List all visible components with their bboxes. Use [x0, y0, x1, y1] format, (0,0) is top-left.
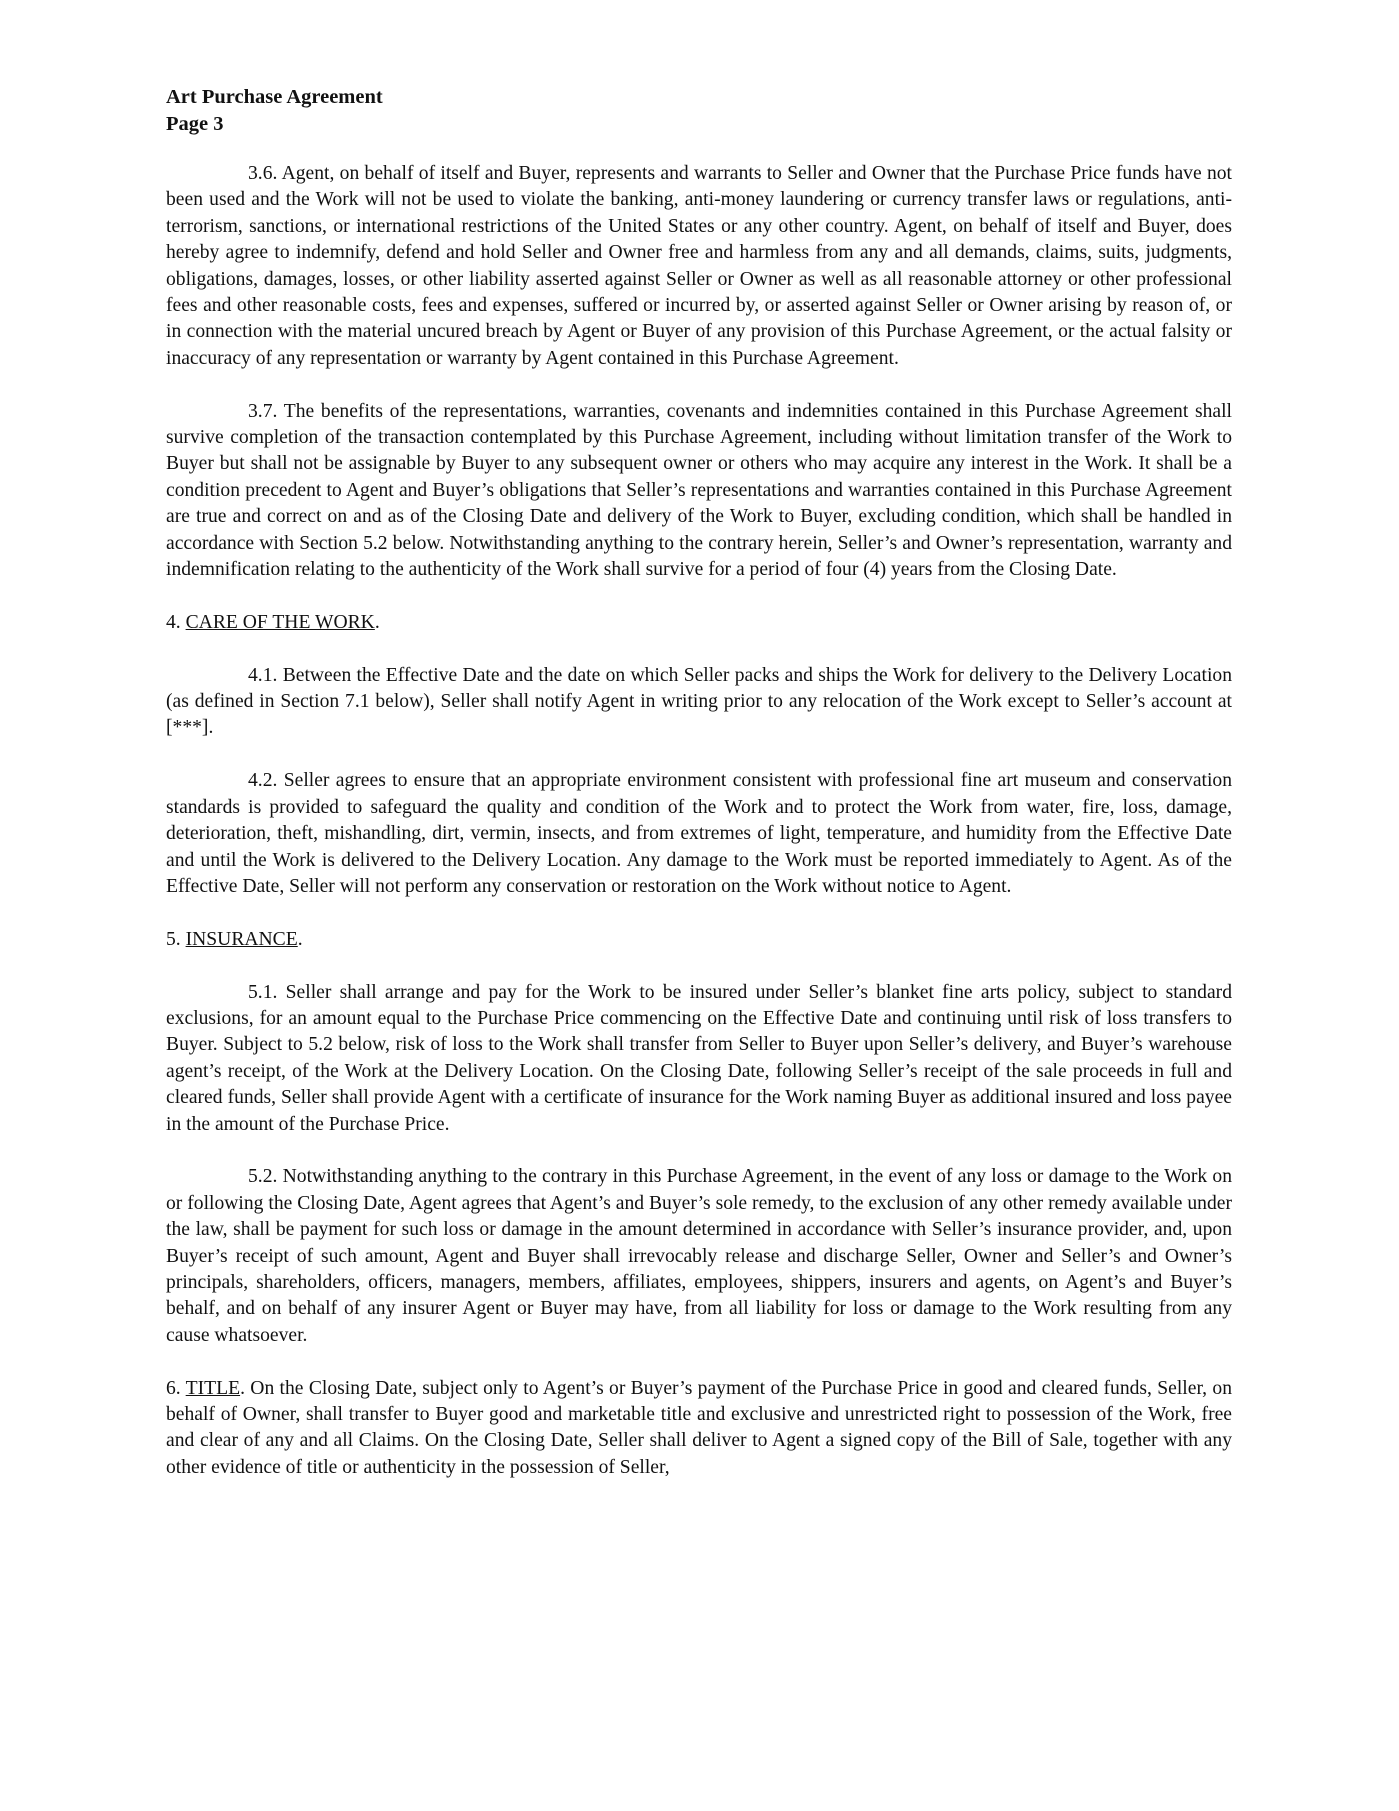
section-4-1: 4.1. Between the Effective Date and the date on which Seller packs and ships the Work for delivery to the Delivery Location (as defined in Section 7.1 below), Seller shall notify Agent in writing prior to any relocation of the Work except to Seller’s account at [***]. — [166, 664, 1232, 739]
section-4-number: 4. — [166, 611, 186, 633]
section-5-period: . — [297, 928, 303, 950]
section-4-heading — [166, 610, 1232, 636]
section-3-6: 3.6. Agent, on behalf of itself and Buyer, represents and warrants to Seller and Owner that the Purchase Price funds have not been used and the Work will not be used to violate the banking, anti-money laundering or currency transfer laws or regulations, anti-terrorism, sanctions, or international restrictions of the United States or any other country. Agent, on behalf of itself and Buyer, does hereby agree to indemnify, defend and hold Seller and Owner free and harmless from any and all demands, claims, suits, judgments, obligations, damages, losses, or other liability asserted against Seller or Owner as well as all reasonable attorney or other professional fees and other reasonable costs, fees and expenses, suffered or incurred by, or asserted against Seller or Owner arising by reason of, or in connection with the material uncured breach by Agent or Buyer of any provision of this Purchase Agreement, or the actual falsity or inaccuracy of any representation or warranty by Agent contained in this Purchase Agreement. — [166, 163, 1232, 369]
section-4-title: CARE OF THE WORK — [185, 611, 375, 633]
section-5-number: 5. — [166, 928, 186, 950]
document-page — [166, 84, 1232, 1481]
section-5-title: INSURANCE — [185, 928, 298, 950]
section-4-2: 4.2. Seller agrees to ensure that an appropriate environment consistent with professional fine art museum and conservation standards is provided to safeguard the quality and condition of the Work and to protect the Work from water, fire, loss, damage, deterioration, theft, mishandling, dirt, vermin, insects, and from extremes of light, temperature, and humidity from the Effective Date and until the Work is delivered to the Delivery Location. Any damage to the Work must be reported immediately to Agent. As of the Effective Date, Seller will not perform any conservation or restoration on the Work without notice to Agent. — [166, 770, 1232, 897]
section-6-title: TITLE — [185, 1377, 241, 1399]
section-6-text: . On the Closing Date, subject only to Agent’s or Buyer’s payment of the Purchase Price in good and cleared funds, Seller, on behalf of Owner, shall transfer to Buyer good and marketable title and exclusive and unrestricted right to possession of the Work, free and clear of any and all Claims. On the Closing Date, Seller shall deliver to Agent a signed copy of the Bill of Sale, together with any other evidence of title or authenticity in the possession of Seller, — [166, 1377, 1232, 1478]
section-5-heading — [166, 927, 1232, 953]
document-title: Art Purchase Agreement — [166, 86, 383, 108]
section-5-2: 5.2. Notwithstanding anything to the contrary in this Purchase Agreement, in the event of any loss or damage to the Work on or following the Closing Date, Agent agrees that Agent’s and Buyer’s sole remedy, to the exclusion of any other remedy available under the law, shall be payment for such loss or damage in the amount determined in accordance with Seller’s insurance provider, and, upon Buyer’s receipt of such amount, Agent and Buyer shall irrevocably release and discharge Seller, Owner and Seller’s and Owner’s principals, shareholders, officers, managers, members, affiliates, employees, shippers, insurers and agents, on Agent’s and Buyer’s behalf, and on behalf of any insurer Agent or Buyer may have, from all liability for loss or damage to the Work resulting from any cause whatsoever. — [166, 1166, 1232, 1346]
section-3-7: 3.7. The benefits of the representations, warranties, covenants and indemnities contained in this Purchase Agreement shall survive completion of the transaction contemplated by this Purchase Agreement, including without limitation transfer of the Work to Buyer but shall not be assignable by Buyer to any subsequent owner or others who may acquire any interest in the Work. It shall be a condition precedent to Agent and Buyer’s obligations that Seller’s representations and warranties contained in this Purchase Agreement are true and correct on and as of the Closing Date and delivery of the Work to Buyer, excluding condition, which shall be handled in accordance with Section 5.2 below. Notwithstanding anything to the contrary herein, Seller’s and Owner’s representation, warranty and indemnification relating to the authenticity of the Work shall survive for a period of four (4) years from the Closing Date. — [166, 400, 1232, 581]
page-number: Page 3 — [166, 113, 224, 135]
section-6-number: 6. — [166, 1377, 186, 1399]
document-header — [166, 84, 1232, 138]
section-5-1: 5.1. Seller shall arrange and pay for the Work to be insured under Seller’s blanket fine arts policy, subject to standard exclusions, for an amount equal to the Purchase Price commencing on the Effective Date and continuing until risk of loss transfers to Buyer. Subject to 5.2 below, risk of loss to the Work shall transfer from Seller to Buyer upon Seller’s delivery, and Buyer’s warehouse agent’s receipt, of the Work at the Delivery Location. On the Closing Date, following Seller’s receipt of the sale proceeds in full and cleared funds, Seller shall provide Agent with a certificate of insurance for the Work naming Buyer as additional insured and loss payee in the amount of the Purchase Price. — [166, 981, 1232, 1135]
section-6 — [166, 1376, 1232, 1482]
section-4-period: . — [374, 611, 380, 633]
